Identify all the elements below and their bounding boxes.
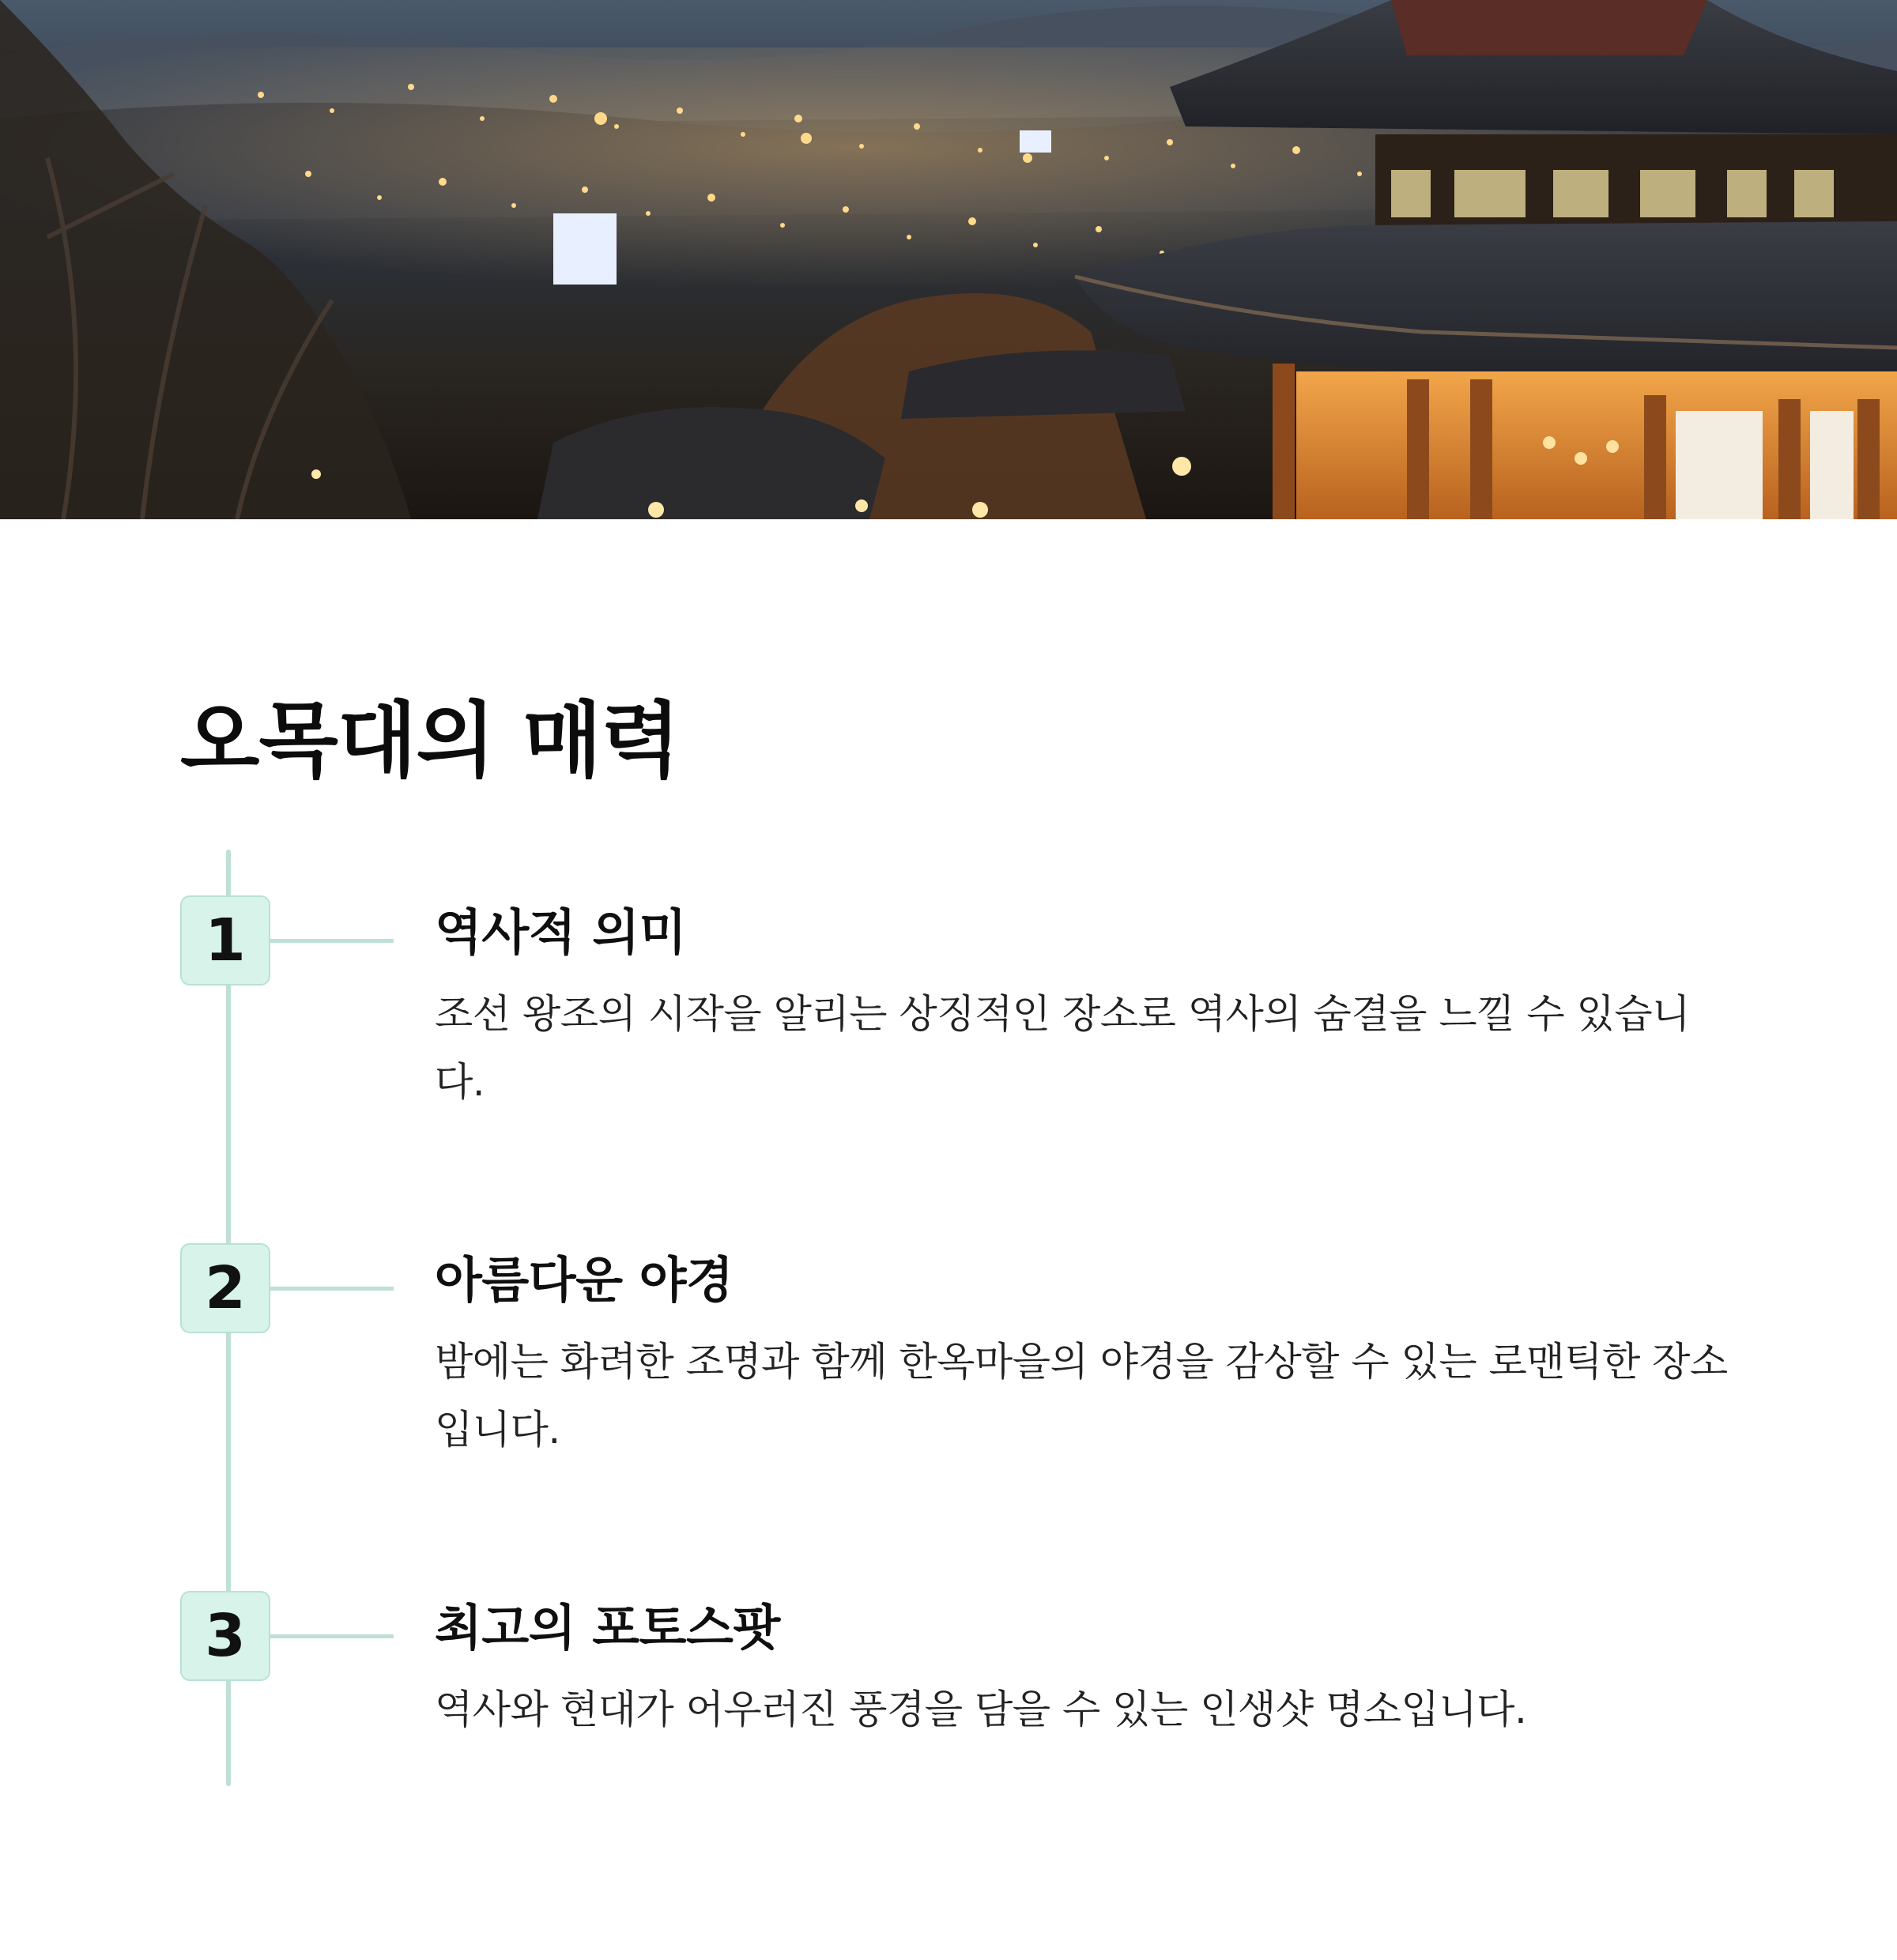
step-number-badge: 3 [180,1591,270,1681]
step-description: 조선 왕조의 시작을 알리는 상징적인 장소로 역사의 숨결을 느낄 수 있습니다. [435,991,1690,1105]
step-connector [270,1634,394,1638]
step-number-badge: 1 [180,895,270,986]
step-description: 밤에는 화려한 조명과 함께 한옥마을의 야경을 감상할 수 있는 로맨틱한 장소입니다. [435,1339,1728,1453]
step-title: 역사적 의미 [435,903,687,961]
step-title: 최고의 포토스팟 [435,1599,780,1657]
step-connector [270,1287,394,1291]
step-description: 역사와 현대가 어우러진 풍경을 담을 수 있는 인생샷 명소입니다. [435,1687,1527,1732]
section-title: 오목대의 매력 [180,692,680,789]
pavilion-illustration [1075,0,1897,519]
step-number-badge: 2 [180,1243,270,1333]
night-cityscape-pavilion-illustration [0,0,1897,519]
hero-image [0,0,1897,519]
step-title: 아름다운 야경 [435,1251,734,1309]
step-connector [270,939,394,943]
